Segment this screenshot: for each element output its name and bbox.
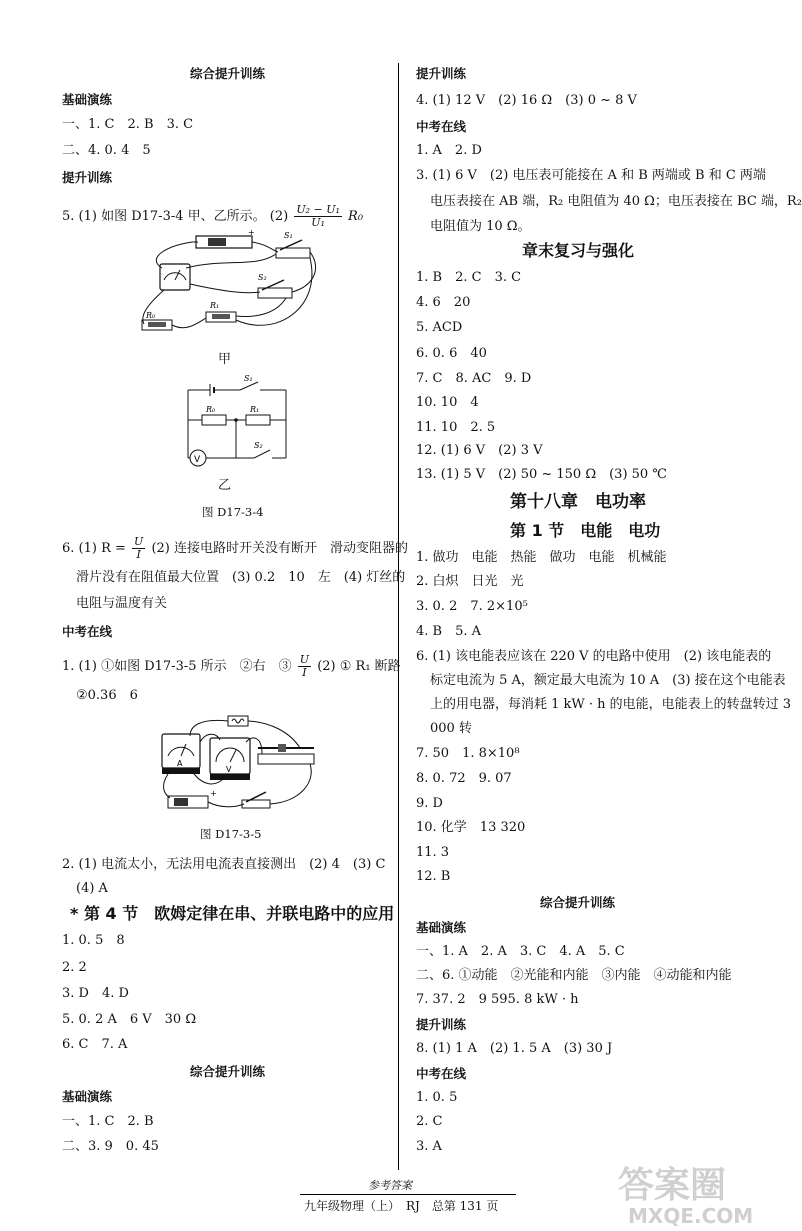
answer-line: 6. C 7. A — [62, 1037, 128, 1052]
section-title: 第 1 节 电能 电功 — [510, 521, 661, 540]
svg-text:R₁: R₁ — [210, 301, 220, 310]
answer-line: 4. 6 20 — [416, 295, 471, 310]
figure-caption: 图 D17-3-4 — [202, 505, 264, 519]
figure-label: 乙 — [218, 478, 232, 493]
watermark-url: MXQE.COM — [628, 1204, 754, 1228]
answer-line: 4. (1) 12 V (2) 16 Ω (3) 0 ~ 8 V — [416, 93, 637, 108]
fraction — [132, 536, 145, 561]
svg-text:R₀: R₀ — [146, 311, 156, 320]
answer-line: 标定电流为 5 A，额定最大电流为 10 A (3) 接在这个电能表 — [430, 673, 786, 688]
fraction-denominator: I — [302, 666, 307, 679]
answer-line: 13. (1) 5 V (2) 50 ~ 150 Ω (3) 50 ℃ — [416, 467, 667, 482]
answer-text: (2) 连接电路时开关没有断开 滑动变阻器的 — [151, 541, 409, 556]
svg-text:A: A — [177, 759, 183, 768]
answer-line: 一、1. C 2. B 3. C — [62, 117, 194, 132]
section-heading: 综合提升训练 — [190, 66, 266, 81]
circuit-drawing-d17-3-5 — [150, 712, 320, 820]
answer-line: 3. A — [416, 1139, 442, 1154]
svg-text:S₂: S₂ — [258, 273, 267, 282]
figure-label: 甲 — [218, 352, 232, 367]
answer-line: 5. ACD — [416, 320, 463, 335]
svg-text:S₂: S₂ — [254, 441, 263, 450]
section-title: * 第 4 节 欧姆定律在串、并联电路中的应用 — [70, 904, 395, 923]
svg-text:S₁: S₁ — [284, 231, 293, 240]
answer-text: R₀ — [348, 209, 364, 224]
answer-line: 1. A 2. D — [416, 143, 482, 158]
answer-line: 6. 0. 6 40 — [416, 346, 487, 361]
answer-line: 二、3. 9 0. 45 — [62, 1139, 159, 1154]
fraction — [298, 654, 311, 679]
answer-line: 7. 50 1. 8×10⁸ — [416, 746, 520, 761]
answer-line — [62, 654, 401, 679]
subheading: 中考在线 — [416, 119, 467, 134]
section-title: 章末复习与强化 — [522, 241, 635, 260]
answer-line: 1. 0. 5 8 — [62, 933, 125, 948]
fraction-denominator: I — [136, 548, 141, 561]
answer-line — [62, 204, 363, 229]
circuit-drawing-jia — [126, 228, 326, 348]
answer-line: 二、6. ①动能 ②光能和内能 ③内能 ④动能和内能 — [416, 968, 732, 983]
svg-text:S₁: S₁ — [244, 374, 253, 383]
answer-line: 一、1. A 2. A 3. C 4. A 5. C — [416, 944, 625, 959]
fraction — [294, 204, 342, 229]
answer-line: 10. 10 4 — [416, 395, 479, 410]
answer-line: 11. 10 2. 5 — [416, 420, 496, 435]
answer-line: 2. 白炽 日光 光 — [416, 574, 524, 589]
answer-text: 6. (1) R = — [62, 541, 126, 556]
answer-line: 滑片没有在阻值最大位置 (3) 0.2 10 左 (4) 灯丝的 — [76, 570, 406, 585]
footer-title: 参考答案 — [368, 1179, 412, 1192]
answer-line: 上的用电器，每消耗 1 kW · h 的电能，电能表上的转盘转过 3 — [430, 697, 792, 712]
answer-line: 12. (1) 6 V (2) 3 V — [416, 443, 543, 458]
answer-line: 一、1. C 2. B — [62, 1114, 154, 1129]
figure-caption: 图 D17-3-5 — [200, 827, 262, 841]
answer-line: 6. (1) 该电能表应该在 220 V 的电路中使用 (2) 该电能表的 — [416, 649, 772, 664]
section-heading: 综合提升训练 — [540, 895, 616, 910]
subheading: 提升训练 — [416, 1017, 467, 1032]
subheading: 基础演练 — [62, 92, 113, 107]
subheading: 基础演练 — [62, 1089, 113, 1104]
fraction-numerator: U — [134, 535, 144, 548]
fraction-denominator: U₁ — [311, 216, 325, 229]
answer-line: 3. D 4. D — [62, 986, 129, 1001]
subheading: 提升训练 — [62, 170, 113, 185]
answer-line: 2. C — [416, 1114, 443, 1129]
svg-text:+: + — [210, 789, 217, 798]
answer-line: 8. (1) 1 A (2) 1. 5 A (3) 30 J — [416, 1041, 613, 1056]
answer-line — [62, 536, 408, 561]
fraction-numerator: U₂ − U₁ — [296, 203, 340, 216]
answer-line: 11. 3 — [416, 845, 450, 860]
answer-line: 5. 0. 2 A 6 V 30 Ω — [62, 1012, 197, 1027]
svg-text:+: + — [248, 228, 255, 237]
answer-line: 1. B 2. C 3. C — [416, 270, 522, 285]
svg-text:V: V — [194, 455, 201, 465]
answer-line: (4) A — [76, 881, 108, 896]
answer-line: 3. 0. 2 7. 2×10⁵ — [416, 599, 528, 614]
answer-line: 1. 0. 5 — [416, 1090, 458, 1105]
subheading: 中考在线 — [62, 624, 113, 639]
answer-line: 电压表接在 AB 端，R₂ 电阻值为 40 Ω；电压表接在 BC 端，R₂ — [430, 194, 802, 209]
answer-line: 12. B — [416, 869, 451, 884]
answer-line: 7. C 8. AC 9. D — [416, 371, 532, 386]
answer-text: 5. (1) 如图 D17-3-4 甲、乙所示。 (2) — [62, 209, 289, 224]
answer-line: 1. 做功 电能 热能 做功 电能 机械能 — [416, 550, 667, 565]
answer-text: 1. (1) ①如图 D17-3-5 所示 ②右 ③ — [62, 659, 292, 674]
watermark-logo: 答案圈 — [618, 1165, 727, 1206]
footer-page-info: 九年级物理（上） RJ 总第 131 页 — [304, 1199, 499, 1213]
answer-line: 10. 化学 13 320 — [416, 820, 526, 835]
svg-text:V: V — [226, 765, 232, 774]
section-heading: 综合提升训练 — [190, 1064, 266, 1079]
answer-line: 电阻值为 10 Ω。 — [430, 219, 531, 234]
fraction-numerator: U — [299, 653, 310, 666]
answer-line: 2. 2 — [62, 960, 87, 975]
svg-text:R₀: R₀ — [206, 405, 216, 414]
answer-line: 4. B 5. A — [416, 624, 482, 639]
answer-line: 2. (1) 电流太小，无法用电流表直接测出 (2) 4 (3) C — [62, 857, 386, 872]
answer-line: 9. D — [416, 796, 443, 811]
circuit-schematic-yi — [168, 372, 298, 472]
answer-line: 8. 0. 72 9. 07 — [416, 771, 512, 786]
answer-line: 3. (1) 6 V (2) 电压表可能接在 A 和 B 两端或 B 和 C 两端 — [416, 168, 766, 183]
answer-line: 7. 37. 2 9 595. 8 kW · h — [416, 992, 579, 1007]
answer-text: (2) ① R₁ 断路 — [317, 659, 401, 674]
answer-line: 二、4. 0. 4 5 — [62, 143, 151, 158]
column-divider — [398, 63, 399, 1170]
subheading: 提升训练 — [416, 66, 467, 81]
footer-rule — [300, 1194, 516, 1195]
subheading: 中考在线 — [416, 1066, 467, 1081]
answer-line: ②0.36 6 — [76, 688, 138, 703]
answer-line: 000 转 — [430, 721, 472, 736]
subheading: 基础演练 — [416, 920, 467, 935]
answer-line: 电阻与温度有关 — [76, 596, 168, 611]
chapter-title: 第十八章 电功率 — [510, 492, 646, 512]
svg-text:R₁: R₁ — [250, 405, 260, 414]
